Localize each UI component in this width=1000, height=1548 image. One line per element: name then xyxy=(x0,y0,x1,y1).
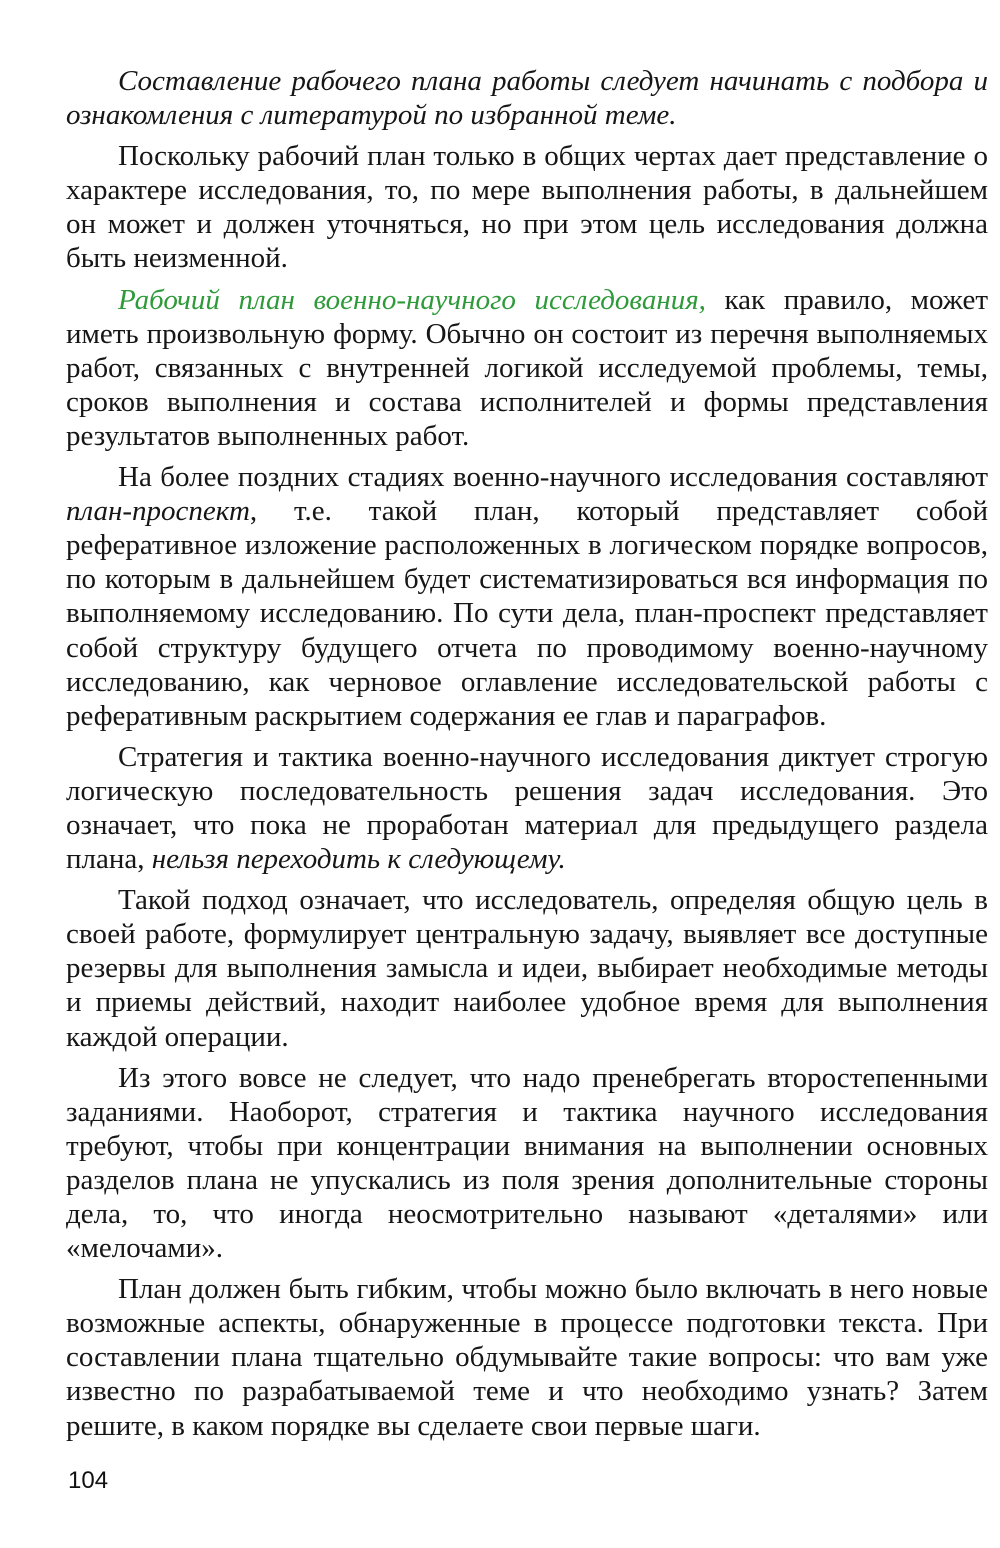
paragraph-2-text: Поскольку рабочий план только в общих чертах дает представление о характере исследования, то, по мере выполнения работы, в дальнейшем он может и должен уточняться, но при этом цель исследования должна быть неизменной. xyxy=(66,140,988,275)
paragraph-6-text: Такой подход означает, что исследователь, определяя общую цель в своей работе, формулирует центральную задачу, выявляет все доступные резервы для выполнения замысла и идеи, выбирает необходимые методы и приемы действий, находит наиболее удобное время для выполнения каждой операции. xyxy=(66,884,988,1053)
paragraph-7 xyxy=(66,1061,988,1266)
paragraph-8-text: План должен быть гибким, чтобы можно было включать в него новые возможные аспекты, обнаруженные в процессе подготовки текста. При составлении плана тщательно обдумывайте такие вопросы: что вам уже известно по разрабатываемой теме и что необходимо узнать? Затем решите, в каком порядке вы сделаете свои первые шаги. xyxy=(66,1273,988,1442)
paragraph-8 xyxy=(66,1272,988,1442)
intro-italic-text: Составление рабочего плана работы следует начинать с подбора и ознакомления с литературой по избранной теме. xyxy=(66,65,988,132)
paragraph-3-text: как правило, может иметь произвольную форму. Обычно он состоит из перечня выполняемых работ, связанных с внутренней логикой исследуемой проблемы, темы, сроков выполнения и состава исполнителей и формы представления результатов выполненных работ. xyxy=(66,283,988,452)
italic-term-plan-prospect: план-проспект xyxy=(66,495,250,528)
paragraph-3 xyxy=(66,283,988,453)
paragraph-4 xyxy=(66,460,988,733)
paragraph-6 xyxy=(66,883,988,1053)
page-number: 104 xyxy=(68,1467,109,1494)
paragraph-5-text: Стратегия и тактика военно-научного исследования диктует строгую логическую последовательность решения задач исследования. Это означает, что пока не проработан материал для предыдущего раздела плана, xyxy=(66,740,988,876)
paragraph-7-text: Из этого вовсе не следует, что надо пренебрегать второстепенными заданиями. Наоборот, стратегия и тактика научного исследования требуют, чтобы при концентрации внимания на выполнении основных разделов плана не упускались из поля зрения дополнительные стороны дела, то, что иногда неосмотрительно называют «деталями» или «мелочами». xyxy=(66,1061,988,1265)
page-body xyxy=(66,64,988,1443)
paragraph-4-text-b: , т.е. такой план, который представляет собой реферативное изложение расположенных в логическом порядке вопросов, по которым в дальнейшем будет систематизироваться вся информация по выполняемому исследованию. По сути дела, план-проспект представляет собой структуру будущего отчета по проводимому военно-научному исследованию, как черновое оглавление исследовательской работы с реферативным раскрытием содержания ее глав и параграфов. xyxy=(66,495,988,732)
paragraph-4-text-a: На более поздних стадиях военно-научного исследования составляют xyxy=(118,461,988,494)
highlighted-term: Рабочий план военно-научного исследования, xyxy=(118,283,706,316)
italic-phrase: нельзя переходить к следующему. xyxy=(151,843,566,876)
paragraph-intro xyxy=(66,64,988,132)
paragraph-5 xyxy=(66,740,988,876)
paragraph-2 xyxy=(66,139,988,275)
